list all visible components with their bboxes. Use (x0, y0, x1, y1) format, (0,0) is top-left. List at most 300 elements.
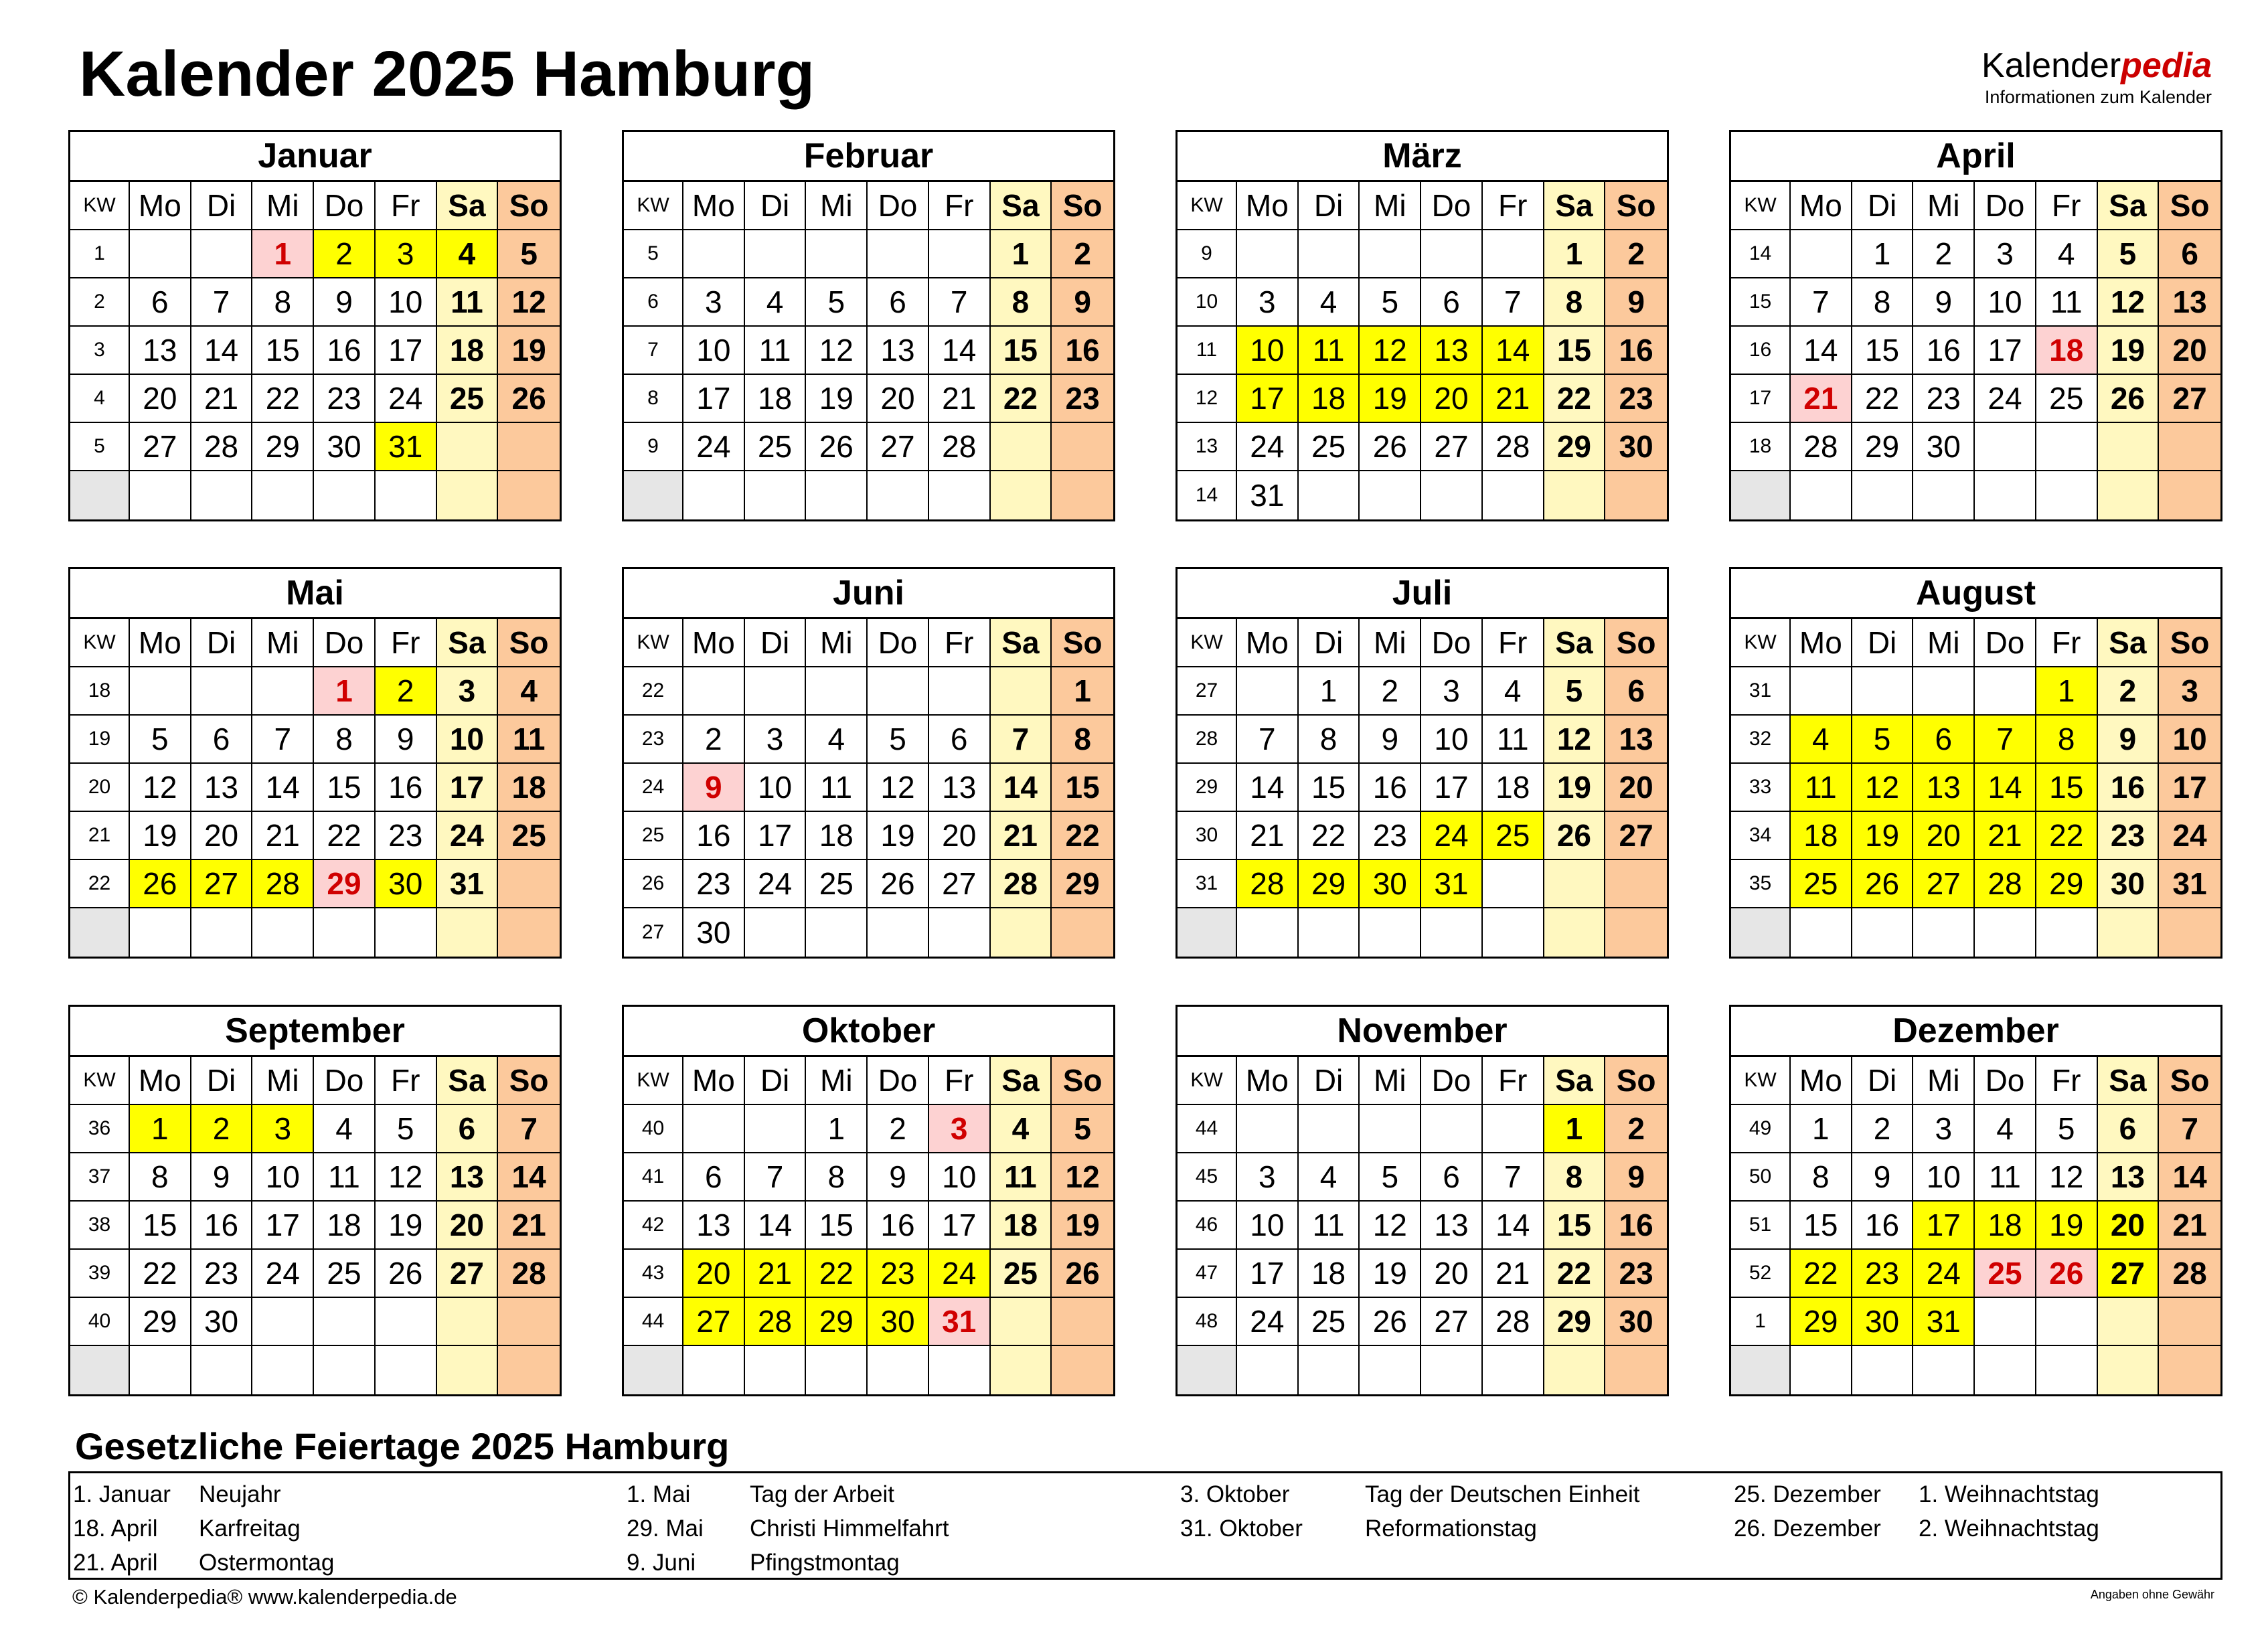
weekday-header: Di (191, 1057, 253, 1105)
day-cell: 1 (130, 1105, 191, 1153)
weekday-header: Di (1852, 1057, 1914, 1105)
day-cell: 7 (252, 716, 314, 764)
day-cell: 2 (1852, 1105, 1914, 1153)
day-cell: 13 (929, 764, 991, 812)
day-cell: 10 (376, 278, 437, 327)
day-cell: 14 (991, 764, 1052, 812)
day-cell: 21 (191, 375, 253, 423)
day-cell: 4 (991, 1105, 1052, 1153)
empty-day-cell (2098, 471, 2160, 519)
day-cell: 28 (191, 423, 253, 471)
empty-day-cell (1299, 230, 1360, 278)
weekday-header: Mi (1360, 182, 1421, 230)
week-number: 27 (624, 908, 683, 957)
month-name: Februar (624, 132, 1113, 182)
day-cell: 14 (191, 327, 253, 375)
day-cell: 14 (745, 1202, 807, 1250)
empty-day-cell (1299, 1346, 1360, 1394)
empty-day-cell (1605, 1346, 1667, 1394)
day-cell: 21 (1791, 375, 1852, 423)
day-cell: 1 (806, 1105, 868, 1153)
week-number: 3 (70, 327, 130, 375)
brand-tagline: Informationen zum Kalender (1984, 87, 2212, 107)
day-cell: 31 (929, 1298, 991, 1346)
weekday-header: Mo (1791, 1057, 1852, 1105)
empty-day-cell (1360, 1105, 1421, 1153)
empty-day-cell (191, 471, 253, 519)
day-cell: 26 (2098, 375, 2160, 423)
empty-day-cell (2159, 908, 2220, 957)
empty-day-cell (314, 1346, 376, 1394)
day-cell: 14 (1483, 1202, 1544, 1250)
empty-day-cell (745, 1346, 807, 1394)
empty-day-cell (2159, 471, 2220, 519)
day-cell: 21 (1483, 375, 1544, 423)
day-cell: 10 (1421, 716, 1483, 764)
month-table (1729, 1005, 2222, 1396)
empty-day-cell (1605, 471, 1667, 519)
brand-name-plain: Kalender (1981, 46, 2121, 85)
empty-day-cell (991, 667, 1052, 716)
month-table (1176, 130, 1669, 521)
day-cell: 3 (1421, 667, 1483, 716)
day-cell: 8 (1299, 716, 1360, 764)
week-number: 8 (624, 375, 683, 423)
day-cell: 30 (868, 1298, 929, 1346)
empty-day-cell (1237, 1105, 1299, 1153)
day-cell: 9 (1052, 278, 1113, 327)
day-cell: 6 (437, 1105, 499, 1153)
holidays-table (68, 1471, 2222, 1580)
empty-day-cell (1483, 908, 1544, 957)
day-cell: 5 (130, 716, 191, 764)
weekday-header: Mi (252, 1057, 314, 1105)
weekday-header: Mo (1791, 619, 1852, 667)
day-cell: 10 (437, 716, 499, 764)
empty-day-cell (929, 471, 991, 519)
day-cell: 21 (498, 1202, 560, 1250)
day-cell: 14 (498, 1153, 560, 1202)
kw-header: KW (1178, 182, 1237, 230)
empty-day-cell (498, 908, 560, 957)
month-name: Juli (1178, 569, 1667, 619)
day-cell: 11 (314, 1153, 376, 1202)
day-cell: 6 (929, 716, 991, 764)
day-cell: 28 (991, 860, 1052, 908)
week-number: 22 (70, 860, 130, 908)
weekday-header: Di (191, 619, 253, 667)
day-cell: 23 (1605, 1250, 1667, 1298)
day-cell: 11 (498, 716, 560, 764)
empty-day-cell (252, 1298, 314, 1346)
day-cell: 10 (1913, 1153, 1975, 1202)
day-cell: 10 (2159, 716, 2220, 764)
weekday-header: Do (1421, 619, 1483, 667)
day-cell: 6 (191, 716, 253, 764)
day-cell: 17 (252, 1202, 314, 1250)
day-cell: 22 (1852, 375, 1914, 423)
day-cell: 2 (191, 1105, 253, 1153)
day-cell: 15 (1544, 327, 1606, 375)
empty-day-cell (1421, 230, 1483, 278)
day-cell: 24 (252, 1250, 314, 1298)
day-cell: 16 (1360, 764, 1421, 812)
day-cell: 21 (745, 1250, 807, 1298)
week-number (1178, 1346, 1237, 1394)
day-cell: 15 (1052, 764, 1113, 812)
empty-day-cell (1544, 908, 1606, 957)
empty-day-cell (437, 423, 499, 471)
day-cell: 5 (376, 1105, 437, 1153)
weekday-header: Di (1299, 1057, 1360, 1105)
day-cell: 26 (1544, 812, 1606, 860)
day-cell: 20 (2098, 1202, 2160, 1250)
day-cell: 31 (1913, 1298, 1975, 1346)
week-number: 36 (70, 1105, 130, 1153)
day-cell: 6 (683, 1153, 745, 1202)
empty-day-cell (991, 471, 1052, 519)
day-cell: 29 (1299, 860, 1360, 908)
weekday-header: Do (868, 1057, 929, 1105)
day-cell: 4 (806, 716, 868, 764)
day-cell: 18 (806, 812, 868, 860)
empty-day-cell (130, 471, 191, 519)
holiday-name: 2. Weihnachtstag (1919, 1515, 2099, 1542)
day-cell: 8 (1852, 278, 1914, 327)
empty-day-cell (1483, 471, 1544, 519)
weekday-header: So (498, 182, 560, 230)
empty-day-cell (745, 471, 807, 519)
month-grid (1731, 619, 2220, 957)
week-number: 11 (1178, 327, 1237, 375)
day-cell: 14 (252, 764, 314, 812)
empty-day-cell (1975, 471, 2036, 519)
day-cell: 20 (2159, 327, 2220, 375)
empty-day-cell (745, 1105, 807, 1153)
weekday-header: Mo (130, 1057, 191, 1105)
weekday-header: Do (1975, 182, 2036, 230)
day-cell: 26 (376, 1250, 437, 1298)
empty-day-cell (1421, 1346, 1483, 1394)
day-cell: 9 (1360, 716, 1421, 764)
empty-day-cell (2098, 423, 2160, 471)
day-cell: 21 (929, 375, 991, 423)
day-cell: 9 (314, 278, 376, 327)
week-number: 52 (1731, 1250, 1791, 1298)
month-name: Dezember (1731, 1007, 2220, 1057)
day-cell: 17 (1975, 327, 2036, 375)
weekday-header: So (1605, 182, 1667, 230)
day-cell: 16 (868, 1202, 929, 1250)
day-cell: 10 (683, 327, 745, 375)
day-cell: 23 (1360, 812, 1421, 860)
day-cell: 13 (1605, 716, 1667, 764)
weekday-header: Mi (1913, 619, 1975, 667)
day-cell: 25 (1299, 423, 1360, 471)
month-grid (1178, 182, 1667, 519)
day-cell: 16 (2098, 764, 2160, 812)
day-cell: 27 (1605, 812, 1667, 860)
day-cell: 4 (1299, 278, 1360, 327)
weekday-header: Di (745, 182, 807, 230)
weekday-header: Mo (683, 1057, 745, 1105)
day-cell: 21 (1975, 812, 2036, 860)
empty-day-cell (1052, 1346, 1113, 1394)
month-grid (1731, 182, 2220, 519)
day-cell: 30 (314, 423, 376, 471)
day-cell: 17 (683, 375, 745, 423)
empty-day-cell (2098, 1346, 2160, 1394)
week-number: 26 (624, 860, 683, 908)
weekday-header: Fr (929, 1057, 991, 1105)
empty-day-cell (1237, 1346, 1299, 1394)
week-number: 22 (624, 667, 683, 716)
week-number: 46 (1178, 1202, 1237, 1250)
day-cell: 25 (2036, 375, 2098, 423)
holiday-row (627, 1511, 949, 1546)
empty-day-cell (1237, 908, 1299, 957)
empty-day-cell (437, 471, 499, 519)
weekday-header: Di (1852, 619, 1914, 667)
week-number: 1 (1731, 1298, 1791, 1346)
day-cell: 2 (314, 230, 376, 278)
day-cell: 7 (745, 1153, 807, 1202)
day-cell: 27 (868, 423, 929, 471)
day-cell: 18 (1791, 812, 1852, 860)
day-cell: 2 (1913, 230, 1975, 278)
day-cell: 18 (437, 327, 499, 375)
holiday-name: 1. Weihnachtstag (1919, 1481, 2099, 1507)
day-cell: 1 (991, 230, 1052, 278)
day-cell: 4 (437, 230, 499, 278)
empty-day-cell (683, 1105, 745, 1153)
empty-day-cell (2159, 423, 2220, 471)
day-cell: 12 (1052, 1153, 1113, 1202)
weekday-header: So (2159, 619, 2220, 667)
day-cell: 31 (437, 860, 499, 908)
empty-day-cell (437, 908, 499, 957)
holiday-date: 1. Januar (73, 1481, 171, 1507)
empty-day-cell (1544, 860, 1606, 908)
day-cell: 1 (1052, 667, 1113, 716)
day-cell: 28 (1483, 1298, 1544, 1346)
week-number (1731, 908, 1791, 957)
day-cell: 7 (1791, 278, 1852, 327)
day-cell: 27 (1421, 423, 1483, 471)
kw-header: KW (70, 182, 130, 230)
empty-day-cell (376, 471, 437, 519)
day-cell: 12 (130, 764, 191, 812)
day-cell: 4 (314, 1105, 376, 1153)
day-cell: 31 (376, 423, 437, 471)
day-cell: 19 (1052, 1202, 1113, 1250)
day-cell: 2 (1605, 1105, 1667, 1153)
empty-day-cell (1975, 667, 2036, 716)
week-number: 27 (1178, 667, 1237, 716)
holiday-date: 31. Oktober (1180, 1515, 1303, 1542)
day-cell: 29 (1052, 860, 1113, 908)
month-grid (70, 619, 560, 957)
week-number: 17 (1731, 375, 1791, 423)
week-number: 39 (70, 1250, 130, 1298)
day-cell: 13 (1913, 764, 1975, 812)
day-cell: 23 (1605, 375, 1667, 423)
empty-day-cell (2098, 908, 2160, 957)
empty-day-cell (929, 230, 991, 278)
weekday-header: Mo (130, 619, 191, 667)
holiday-row (627, 1546, 949, 1580)
day-cell: 23 (1913, 375, 1975, 423)
empty-day-cell (1852, 667, 1914, 716)
day-cell: 11 (1791, 764, 1852, 812)
weekday-header: Di (1299, 182, 1360, 230)
day-cell: 8 (252, 278, 314, 327)
day-cell: 16 (376, 764, 437, 812)
week-number: 2 (70, 278, 130, 327)
day-cell: 16 (683, 812, 745, 860)
day-cell: 21 (252, 812, 314, 860)
day-cell: 4 (1299, 1153, 1360, 1202)
day-cell: 4 (1483, 667, 1544, 716)
day-cell: 25 (1791, 860, 1852, 908)
day-cell: 21 (1237, 812, 1299, 860)
weekday-header: Mo (1791, 182, 1852, 230)
day-cell: 15 (1299, 764, 1360, 812)
empty-day-cell (1052, 423, 1113, 471)
day-cell: 19 (130, 812, 191, 860)
week-number: 41 (624, 1153, 683, 1202)
day-cell: 25 (806, 860, 868, 908)
day-cell: 9 (683, 764, 745, 812)
empty-day-cell (1852, 908, 1914, 957)
empty-day-cell (683, 1346, 745, 1394)
weekday-header: Sa (991, 1057, 1052, 1105)
day-cell: 27 (191, 860, 253, 908)
weekday-header: Fr (929, 182, 991, 230)
week-number: 10 (1178, 278, 1237, 327)
day-cell: 12 (2036, 1153, 2098, 1202)
week-number: 9 (624, 423, 683, 471)
day-cell: 30 (1852, 1298, 1914, 1346)
day-cell: 7 (1483, 1153, 1544, 1202)
holiday-row (73, 1546, 334, 1580)
weekday-header: So (1605, 619, 1667, 667)
day-cell: 13 (2159, 278, 2220, 327)
day-cell: 5 (2036, 1105, 2098, 1153)
day-cell: 1 (252, 230, 314, 278)
day-cell: 25 (1975, 1250, 2036, 1298)
empty-day-cell (683, 230, 745, 278)
empty-day-cell (1421, 1105, 1483, 1153)
empty-day-cell (376, 1346, 437, 1394)
kw-header: KW (70, 619, 130, 667)
month-grid (624, 182, 1113, 519)
day-cell: 20 (1605, 764, 1667, 812)
week-number: 37 (70, 1153, 130, 1202)
day-cell: 25 (991, 1250, 1052, 1298)
week-number: 29 (1178, 764, 1237, 812)
week-number: 40 (70, 1298, 130, 1346)
kw-header: KW (1178, 1057, 1237, 1105)
day-cell: 19 (2098, 327, 2160, 375)
day-cell: 19 (806, 375, 868, 423)
day-cell: 29 (314, 860, 376, 908)
day-cell: 28 (1975, 860, 2036, 908)
empty-day-cell (1360, 471, 1421, 519)
weekday-header: Di (1852, 182, 1914, 230)
weekday-header: Di (191, 182, 253, 230)
day-cell: 17 (1913, 1202, 1975, 1250)
day-cell: 28 (252, 860, 314, 908)
day-cell: 24 (376, 375, 437, 423)
holiday-date: 18. April (73, 1515, 158, 1542)
day-cell: 3 (437, 667, 499, 716)
day-cell: 24 (1975, 375, 2036, 423)
holiday-date: 9. Juni (627, 1549, 696, 1576)
day-cell: 25 (745, 423, 807, 471)
day-cell: 2 (1052, 230, 1113, 278)
day-cell: 10 (252, 1153, 314, 1202)
week-number (1178, 908, 1237, 957)
day-cell: 4 (745, 278, 807, 327)
empty-day-cell (252, 908, 314, 957)
empty-day-cell (314, 908, 376, 957)
week-number: 21 (70, 812, 130, 860)
day-cell: 24 (1421, 812, 1483, 860)
weekday-header: Fr (1483, 619, 1544, 667)
day-cell: 27 (1421, 1298, 1483, 1346)
day-cell: 2 (1360, 667, 1421, 716)
day-cell: 15 (1544, 1202, 1606, 1250)
day-cell: 9 (1605, 1153, 1667, 1202)
week-number: 28 (1178, 716, 1237, 764)
day-cell: 2 (1605, 230, 1667, 278)
day-cell: 15 (314, 764, 376, 812)
day-cell: 28 (1237, 860, 1299, 908)
day-cell: 22 (2036, 812, 2098, 860)
weekday-header: Sa (1544, 182, 1606, 230)
day-cell: 12 (1852, 764, 1914, 812)
weekday-header: Sa (1544, 1057, 1606, 1105)
week-number: 18 (1731, 423, 1791, 471)
week-number: 30 (1178, 812, 1237, 860)
day-cell: 30 (1913, 423, 1975, 471)
week-number (624, 471, 683, 519)
empty-day-cell (929, 667, 991, 716)
day-cell: 21 (2159, 1202, 2220, 1250)
day-cell: 20 (437, 1202, 499, 1250)
day-cell: 22 (1791, 1250, 1852, 1298)
empty-day-cell (191, 667, 253, 716)
empty-day-cell (130, 1346, 191, 1394)
day-cell: 17 (2159, 764, 2220, 812)
empty-day-cell (376, 908, 437, 957)
day-cell: 29 (130, 1298, 191, 1346)
holiday-name: Tag der Arbeit (750, 1481, 894, 1507)
weekday-header: So (498, 1057, 560, 1105)
empty-day-cell (991, 423, 1052, 471)
empty-day-cell (1299, 1105, 1360, 1153)
holiday-row (627, 1477, 949, 1511)
weekday-header: Sa (1544, 619, 1606, 667)
holidays-column (73, 1477, 334, 1580)
day-cell: 23 (1852, 1250, 1914, 1298)
day-cell: 19 (1852, 812, 1914, 860)
day-cell: 30 (2098, 860, 2160, 908)
empty-day-cell (2036, 423, 2098, 471)
day-cell: 22 (991, 375, 1052, 423)
empty-day-cell (1605, 908, 1667, 957)
